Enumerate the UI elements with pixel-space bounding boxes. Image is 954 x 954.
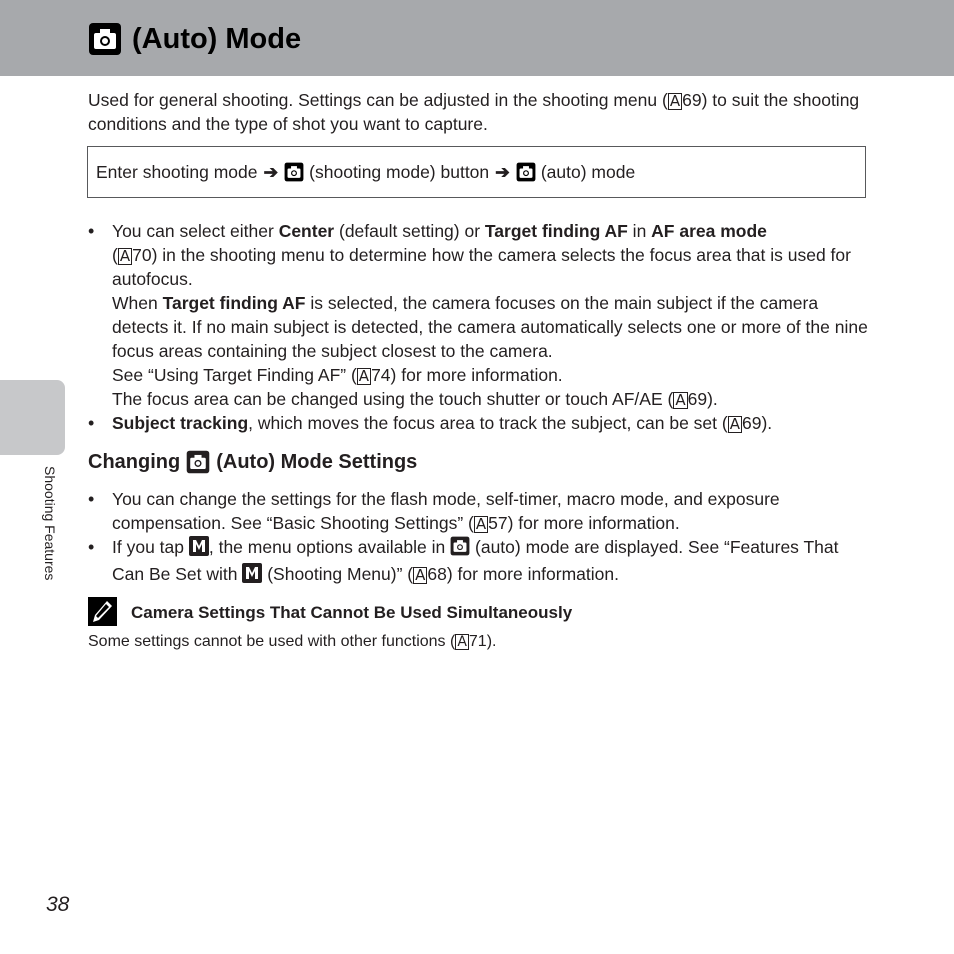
ref-number: 71 — [468, 633, 487, 650]
page-ref-icon: A — [119, 247, 131, 265]
term-subject-tracking: Subject tracking — [112, 413, 249, 433]
text: , which moves the focus area to track the subject, can be set ( — [248, 413, 728, 433]
menu-icon — [189, 536, 209, 562]
text: See “Using Target Finding AF” ( — [112, 365, 357, 385]
section-heading — [88, 450, 417, 474]
term-target-finding-af: Target finding AF — [484, 221, 628, 241]
heading-text-1: Changing — [88, 450, 181, 473]
list-item — [88, 411, 868, 435]
chapter-label: Shooting Features — [42, 466, 58, 581]
ref-number: 68 — [427, 564, 447, 584]
camera-auto-icon — [450, 536, 470, 556]
camera-auto-icon — [284, 162, 304, 182]
intro-text-2: ) to suit the shooting conditions and the type of shot you want to capture. — [88, 90, 860, 134]
term-center: Center — [278, 221, 335, 241]
page-ref-icon: A — [475, 515, 487, 533]
list-item — [88, 487, 868, 535]
page-number: 38 — [46, 893, 70, 916]
list-item — [88, 535, 868, 589]
text: ). — [707, 389, 718, 409]
text: ). — [761, 413, 773, 433]
term-target-finding-af: Target finding AF — [162, 293, 306, 313]
page-ref-icon: A — [358, 367, 370, 385]
procedure-step-2: (shooting mode) button — [309, 161, 490, 182]
bullet-list-autofocus — [88, 219, 868, 435]
text: ) in the shooting menu to determine how the camera selects the focus area that is used for autofocus. — [112, 245, 851, 289]
note-title: Camera Settings That Cannot Be Used Simultaneously — [131, 603, 573, 622]
page-ref-icon: A — [675, 391, 686, 409]
title-text: (Auto) Mode — [132, 22, 302, 55]
header-bar — [0, 0, 954, 76]
intro-paragraph — [88, 89, 878, 136]
ref-number: 69 — [741, 413, 762, 433]
ref-number: 57 — [488, 513, 508, 533]
text: ( — [112, 245, 118, 265]
ref-number: 70 — [132, 245, 152, 265]
camera-auto-icon — [186, 450, 210, 474]
procedure-step-1: Enter shooting mode — [96, 161, 258, 182]
list-item — [88, 219, 868, 411]
page-ref-icon: A — [457, 634, 467, 650]
text: Some settings cannot be used with other functions ( — [88, 633, 456, 650]
ref-number: 74 — [371, 365, 391, 385]
intro-text-1: Used for general shooting. Settings can be adjusted in the shooting menu ( — [88, 90, 668, 110]
chapter-tab — [0, 380, 65, 455]
procedure-step-3: (auto) mode — [540, 161, 636, 182]
camera-auto-icon — [88, 22, 122, 56]
text: ) for more information. — [390, 365, 563, 385]
text: (default setting) or — [334, 221, 485, 241]
text: The focus area can be changed using the touch shutter or touch AF/AE ( — [112, 389, 674, 409]
text: (Shooting Menu)” ( — [262, 564, 414, 584]
heading-text-2: (Auto) Mode Settings — [216, 450, 418, 473]
note-text — [88, 633, 496, 651]
text: (auto) mode are displayed. See “Features That Can Be Set with — [112, 537, 839, 584]
menu-icon — [242, 563, 262, 589]
text: ). — [486, 633, 497, 650]
note-pencil-icon — [88, 597, 117, 626]
bullet-list-settings — [88, 487, 868, 589]
text: in — [627, 221, 652, 241]
text: When — [112, 293, 163, 313]
page-ref-icon: A — [415, 566, 426, 584]
camera-auto-icon — [516, 162, 536, 182]
page-ref-icon: A — [729, 415, 740, 433]
term-af-area-mode: AF area mode — [651, 221, 767, 241]
page-title — [88, 22, 301, 56]
page-ref-icon: A — [669, 92, 681, 110]
text: If you tap — [112, 537, 189, 557]
arrow-right-icon: ➔ — [495, 161, 510, 182]
procedure-box — [87, 146, 866, 198]
text: ) for more information. — [507, 513, 680, 533]
text: You can select either — [112, 221, 279, 241]
ref-number: 69 — [687, 389, 708, 409]
text: You can change the settings for the flash mode, self-timer, macro mode, and exposure compensation. See “Basic Shooting Settings” ( — [112, 489, 780, 533]
text: , the menu options available in — [208, 537, 451, 557]
text: is selected, the camera focuses on the main subject if the camera detects it. If no main subject is detected, the camera automatically selects one or more of the nine focus areas containing the subject closest to the camera. — [112, 293, 868, 361]
text: ) for more information. — [446, 564, 619, 584]
arrow-right-icon: ➔ — [263, 161, 279, 182]
intro-ref-number: 69 — [682, 90, 702, 110]
